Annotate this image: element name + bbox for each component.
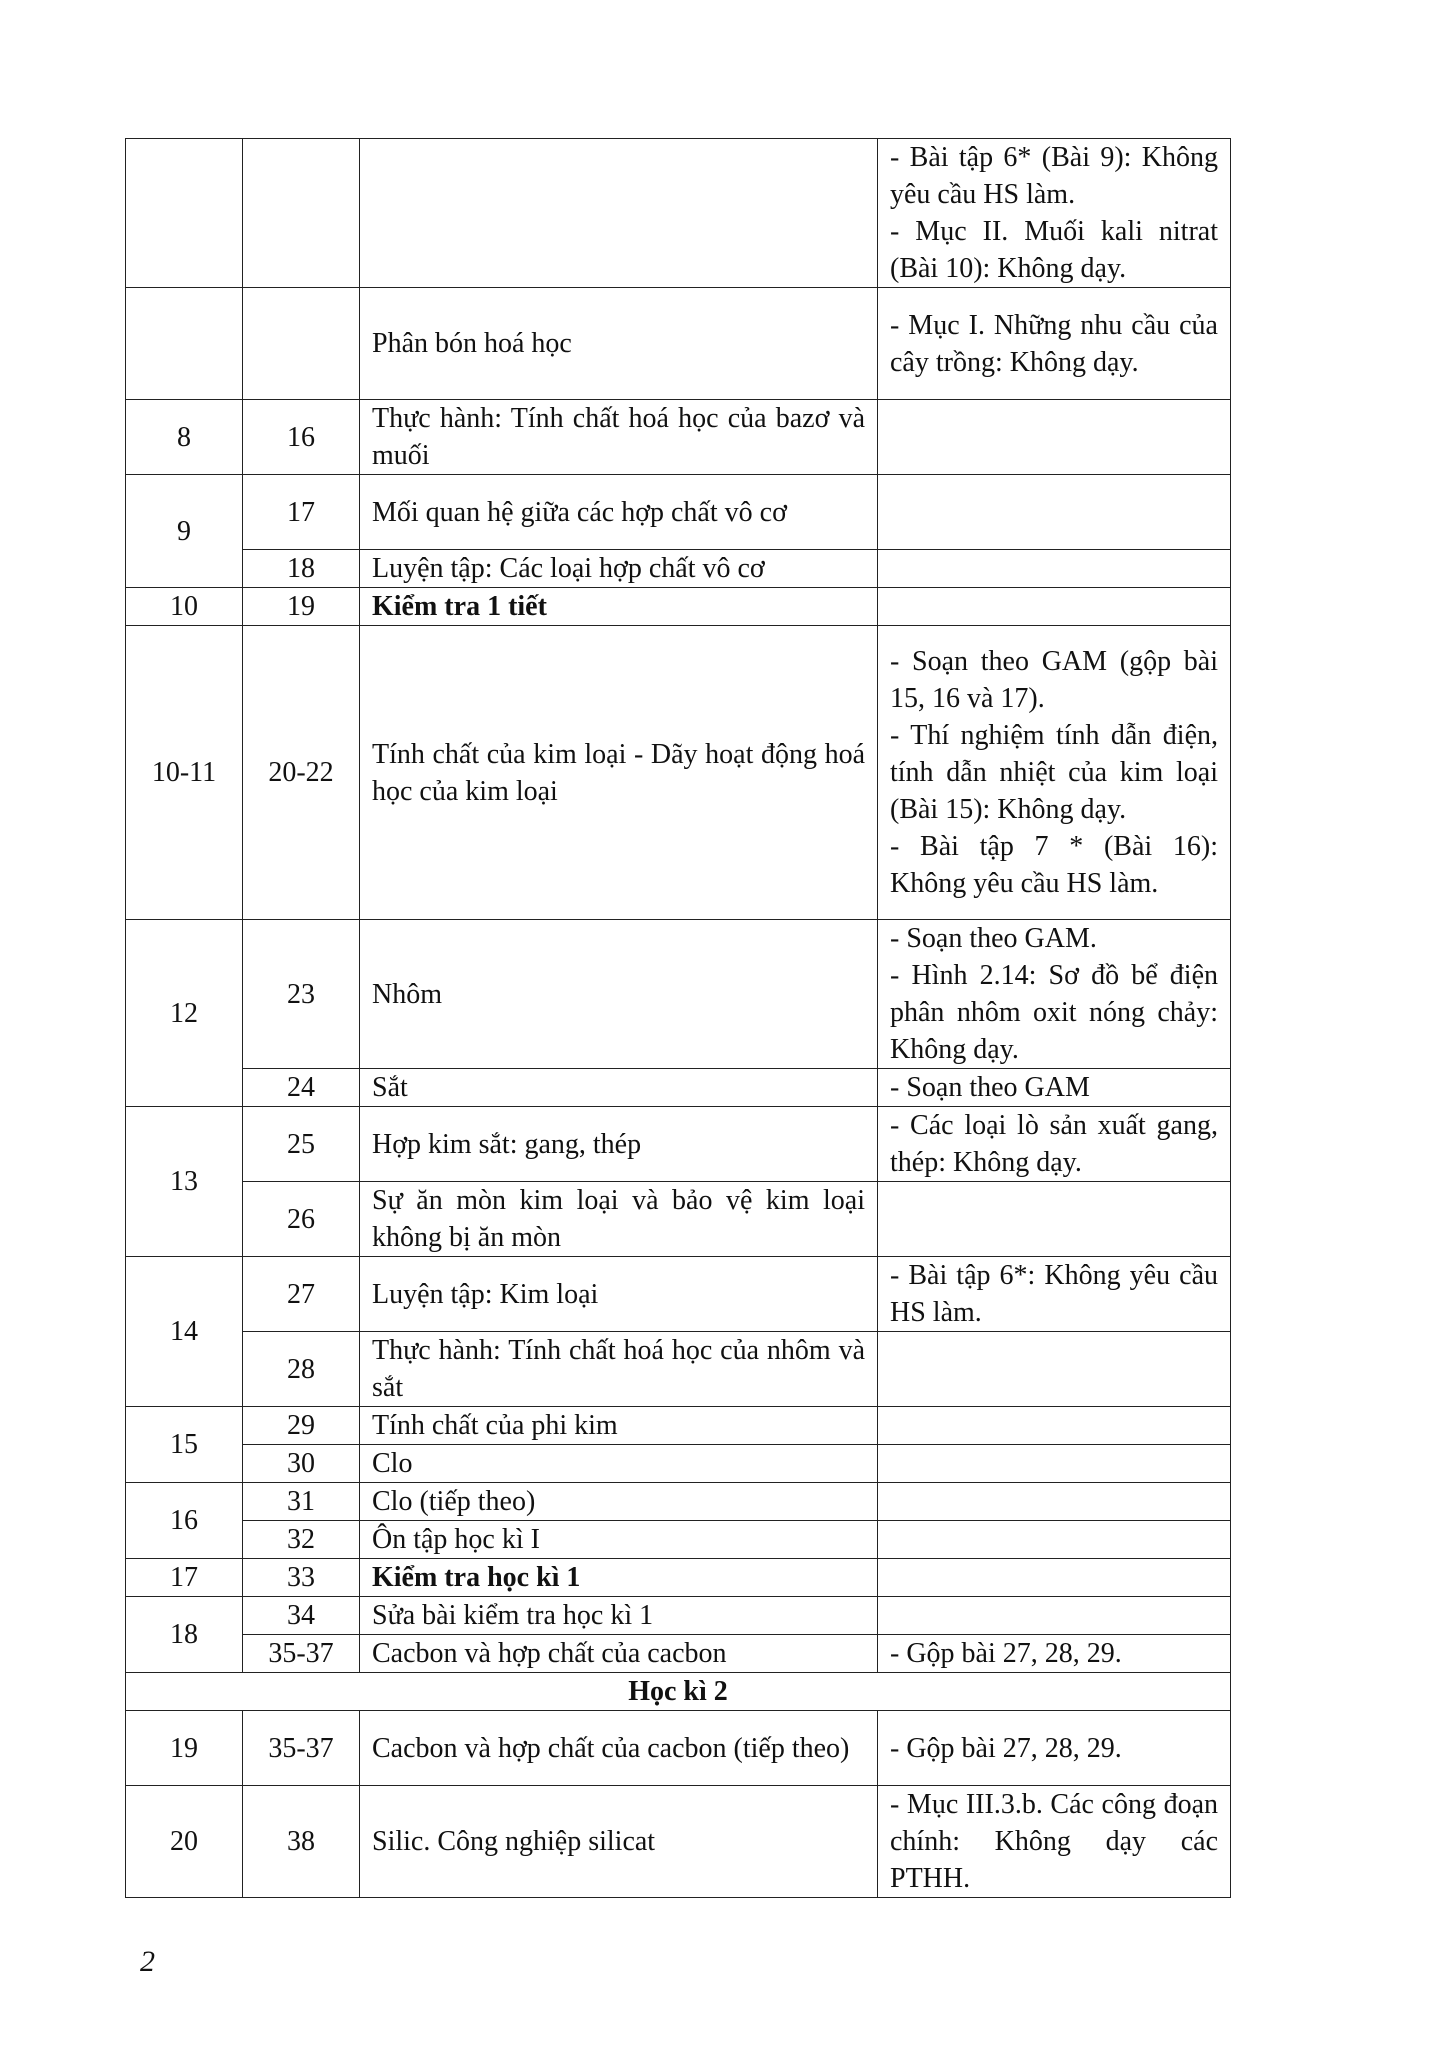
- lesson-title-cell: Tính chất của phi kim: [360, 1407, 878, 1445]
- note-cell: [878, 588, 1231, 626]
- note-cell: [878, 1182, 1231, 1257]
- period-cell: 35-37: [243, 1711, 360, 1786]
- note-cell: [878, 1445, 1231, 1483]
- week-cell: 9: [126, 475, 243, 588]
- note-cell: [878, 1069, 1231, 1107]
- note-line: - Hình 2.14: Sơ đồ bể điện phân nhôm oxit nóng chảy: Không dạy.: [890, 960, 1218, 1065]
- lesson-title-cell: Nhôm: [360, 920, 878, 1069]
- period-cell: 30: [243, 1445, 360, 1483]
- note-cell: [878, 1786, 1231, 1898]
- period-cell: [243, 139, 360, 288]
- lesson-title-cell: Phân bón hoá học: [360, 288, 878, 400]
- period-cell: 20-22: [243, 626, 360, 920]
- period-cell: [243, 288, 360, 400]
- period-cell: 26: [243, 1182, 360, 1257]
- table-row: [126, 139, 1231, 288]
- table-row: [126, 1182, 1231, 1257]
- table-row: [126, 1786, 1231, 1898]
- lesson-title-cell: Thực hành: Tính chất hoá học của nhôm và sắt: [360, 1332, 878, 1407]
- section-row: [126, 1673, 1231, 1711]
- note-cell: [878, 1597, 1231, 1635]
- note-cell: [878, 1332, 1231, 1407]
- note-cell: [878, 139, 1231, 288]
- period-cell: 25: [243, 1107, 360, 1182]
- note-cell: [878, 920, 1231, 1069]
- lesson-title-cell: Tính chất của kim loại - Dãy hoạt động hoá học của kim loại: [360, 626, 878, 920]
- week-cell: 13: [126, 1107, 243, 1257]
- note-cell: [878, 1521, 1231, 1559]
- lesson-title-cell: Kiểm tra học kì 1: [360, 1559, 878, 1597]
- note-cell: [878, 550, 1231, 588]
- table-row: [126, 1521, 1231, 1559]
- week-cell: 10-11: [126, 626, 243, 920]
- note-cell: [878, 475, 1231, 550]
- note-line: - Mục III.3.b. Các công đoạn chính: Không dạy các PTHH.: [890, 1789, 1218, 1894]
- lesson-title-cell: Sửa bài kiểm tra học kì 1: [360, 1597, 878, 1635]
- lesson-title-cell: Cacbon và hợp chất của cacbon (tiếp theo): [360, 1711, 878, 1786]
- lesson-title-cell: Luyện tập: Các loại hợp chất vô cơ: [360, 550, 878, 588]
- note-line: - Mục I. Những nhu cầu của cây trồng: Không dạy.: [890, 309, 1218, 378]
- period-cell: 19: [243, 588, 360, 626]
- period-cell: 35-37: [243, 1635, 360, 1673]
- week-cell: 19: [126, 1711, 243, 1786]
- lesson-title-cell: Silic. Công nghiệp silicat: [360, 1786, 878, 1898]
- period-cell: 16: [243, 400, 360, 475]
- period-cell: 34: [243, 1597, 360, 1635]
- table-row: [126, 1257, 1231, 1332]
- note-cell: [878, 626, 1231, 920]
- week-cell: 12: [126, 920, 243, 1107]
- note-cell: [878, 1257, 1231, 1332]
- page-number: 2: [140, 1945, 155, 1978]
- lesson-title-cell: Luyện tập: Kim loại: [360, 1257, 878, 1332]
- table-row: [126, 1635, 1231, 1673]
- note-line: - Soạn theo GAM.: [890, 923, 1097, 954]
- table-row: [126, 1069, 1231, 1107]
- lesson-title-cell: Clo (tiếp theo): [360, 1483, 878, 1521]
- table-row: [126, 626, 1231, 920]
- week-cell: 10: [126, 588, 243, 626]
- period-cell: 29: [243, 1407, 360, 1445]
- table-row: [126, 288, 1231, 400]
- lesson-title-cell: Hợp kim sắt: gang, thép: [360, 1107, 878, 1182]
- note-cell: [878, 1483, 1231, 1521]
- table-row: [126, 1559, 1231, 1597]
- week-cell: 17: [126, 1559, 243, 1597]
- week-cell: [126, 139, 243, 288]
- period-cell: 24: [243, 1069, 360, 1107]
- period-cell: 32: [243, 1521, 360, 1559]
- curriculum-table: [125, 138, 1231, 1898]
- note-line: - Bài tập 7 * (Bài 16): Không yêu cầu HS làm.: [890, 831, 1218, 899]
- note-cell: [878, 1107, 1231, 1182]
- week-cell: [126, 288, 243, 400]
- period-cell: 38: [243, 1786, 360, 1898]
- table-row: [126, 1483, 1231, 1521]
- table-row: [126, 475, 1231, 550]
- period-cell: 23: [243, 920, 360, 1069]
- note-line: - Bài tập 6* (Bài 9): Không yêu cầu HS làm.: [890, 142, 1218, 210]
- week-cell: 14: [126, 1257, 243, 1407]
- lesson-title-cell: Kiểm tra 1 tiết: [360, 588, 878, 626]
- week-cell: 8: [126, 400, 243, 475]
- table-row: [126, 1711, 1231, 1786]
- note-cell: [878, 1635, 1231, 1673]
- lesson-title-cell: Thực hành: Tính chất hoá học của bazơ và muối: [360, 400, 878, 475]
- note-cell: [878, 288, 1231, 400]
- note-line: - Gộp bài 27, 28, 29.: [890, 1732, 1122, 1764]
- table-row: [126, 1597, 1231, 1635]
- lesson-title-cell: Sắt: [360, 1069, 878, 1107]
- table-row: [126, 1445, 1231, 1483]
- table-row: [126, 1107, 1231, 1182]
- note-line: - Bài tập 6*: Không yêu cầu HS làm.: [890, 1260, 1218, 1328]
- period-cell: 18: [243, 550, 360, 588]
- note-cell: [878, 1711, 1231, 1786]
- week-cell: 18: [126, 1597, 243, 1673]
- lesson-title-cell: Sự ăn mòn kim loại và bảo vệ kim loại không bị ăn mòn: [360, 1182, 878, 1257]
- table-row: [126, 550, 1231, 588]
- lesson-title-cell: Mối quan hệ giữa các hợp chất vô cơ: [360, 475, 878, 550]
- week-cell: 16: [126, 1483, 243, 1559]
- note-cell: [878, 1407, 1231, 1445]
- note-line: - Soạn theo GAM (gộp bài 15, 16 và 17).: [890, 646, 1218, 714]
- period-cell: 28: [243, 1332, 360, 1407]
- period-cell: 17: [243, 475, 360, 550]
- note-cell: [878, 1559, 1231, 1597]
- note-line: - Gộp bài 27, 28, 29.: [890, 1638, 1122, 1669]
- lesson-title-cell: Cacbon và hợp chất của cacbon: [360, 1635, 878, 1673]
- lesson-title-cell: Ôn tập học kì I: [360, 1521, 878, 1559]
- note-line: - Thí nghiệm tính dẫn điện, tính dẫn nhiệt của kim loại (Bài 15): Không dạy.: [890, 720, 1218, 825]
- semester-heading: Học kì 2: [126, 1673, 1231, 1711]
- table-row: [126, 400, 1231, 475]
- period-cell: 27: [243, 1257, 360, 1332]
- note-cell: [878, 400, 1231, 475]
- period-cell: 33: [243, 1559, 360, 1597]
- week-cell: 20: [126, 1786, 243, 1898]
- note-line: - Mục II. Muối kali nitrat (Bài 10): Không dạy.: [890, 216, 1218, 284]
- lesson-title-cell: Clo: [360, 1445, 878, 1483]
- table-row: [126, 1407, 1231, 1445]
- period-cell: 31: [243, 1483, 360, 1521]
- lesson-title-cell: [360, 139, 878, 288]
- note-line: - Các loại lò sản xuất gang, thép: Không dạy.: [890, 1110, 1218, 1178]
- table-row: [126, 920, 1231, 1069]
- table-row: [126, 1332, 1231, 1407]
- table-row: [126, 588, 1231, 626]
- note-line: - Soạn theo GAM: [890, 1072, 1090, 1103]
- week-cell: 15: [126, 1407, 243, 1483]
